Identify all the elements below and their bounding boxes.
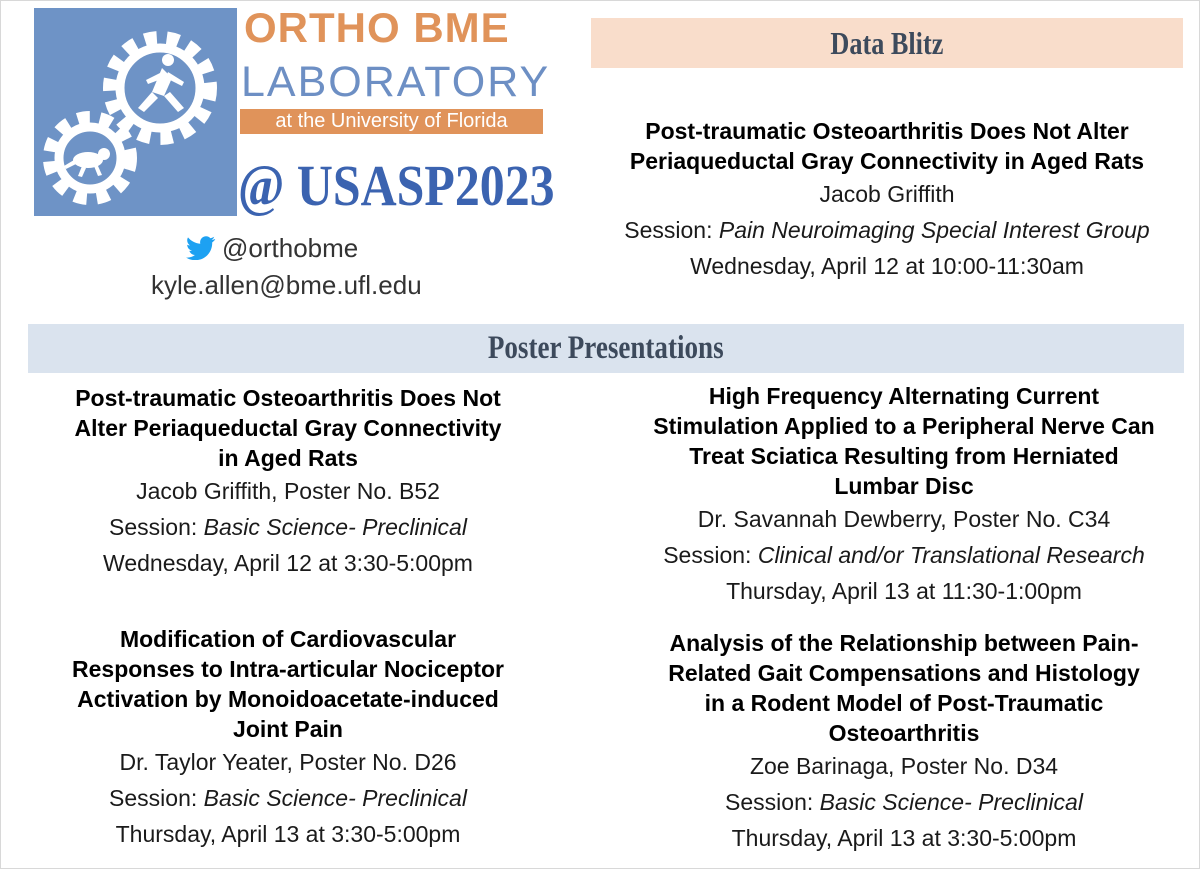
session-name: Basic Science- Preclinical	[203, 785, 467, 811]
entry-time: Thursday, April 13 at 3:30-5:00pm	[115, 821, 461, 847]
logo-subtitle-uf: at the University of Florida	[240, 109, 543, 134]
entry-author: Jacob Griffith	[819, 181, 955, 207]
session-label: Session:	[109, 785, 204, 811]
entry-title	[28, 624, 548, 744]
entry-title-line: Post-traumatic Osteoarthritis Does Not	[75, 385, 501, 411]
event-title: @ USASP2023	[238, 153, 555, 218]
entry-title-line: Alter Periaqueductal Gray Connectivity	[74, 415, 502, 441]
poster-presentations-header	[28, 324, 1184, 373]
session-label: Session:	[725, 789, 820, 815]
logo-title-laboratory: LABORATORY	[241, 58, 551, 106]
entry-title-line: in Aged Rats	[218, 445, 358, 471]
data-blitz-header-text: Data Blitz	[830, 24, 944, 61]
entry-session	[28, 780, 548, 816]
entry-time: Thursday, April 13 at 11:30-1:00pm	[726, 578, 1082, 604]
entry-title-line: Post-traumatic Osteoarthritis Does Not Alter	[645, 118, 1129, 144]
entry-title	[591, 116, 1183, 176]
poster-entry	[614, 381, 1194, 609]
entry-session	[591, 212, 1183, 248]
entry-title-line: Joint Pain	[233, 716, 343, 742]
session-label: Session:	[624, 217, 719, 243]
entry-title-line: Periaqueductal Gray Connectivity in Aged Rats	[629, 148, 1145, 174]
twitter-bird-icon	[186, 236, 216, 260]
poster-entry	[28, 624, 548, 852]
entry-title	[614, 381, 1194, 501]
poster-entry	[28, 383, 548, 581]
entry-title-line: Treat Sciatica Resulting from Herniated	[689, 443, 1119, 469]
entry-title-line: Stimulation Applied to a Peripheral Nerve Can	[653, 413, 1155, 439]
entry-title-line: in a Rodent Model of Post-Traumatic	[704, 690, 1104, 716]
poster-presentations-header-text: Poster Presentations	[488, 330, 724, 366]
entry-session	[614, 784, 1194, 820]
entry-author: Jacob Griffith, Poster No. B52	[136, 478, 440, 504]
gears-logo-icon	[38, 8, 238, 218]
session-label: Session:	[663, 542, 758, 568]
entry-title-line: Modification of Cardiovascular	[119, 626, 457, 652]
session-name: Basic Science- Preclinical	[203, 514, 467, 540]
session-name: Basic Science- Preclinical	[819, 789, 1083, 815]
poster-entry	[614, 628, 1194, 856]
entry-title-line: Analysis of the Relationship between Pain-	[669, 630, 1139, 656]
contact-email[interactable]: kyle.allen@bme.ufl.edu	[151, 270, 422, 300]
entry-time: Wednesday, April 12 at 3:30-5:00pm	[103, 550, 473, 576]
session-name: Pain Neuroimaging Special Interest Group	[718, 217, 1150, 243]
entry-title	[28, 383, 548, 473]
entry-session	[614, 537, 1194, 573]
entry-author: Dr. Savannah Dewberry, Poster No. C34	[697, 506, 1111, 532]
entry-author: Dr. Taylor Yeater, Poster No. D26	[119, 749, 457, 775]
session-name: Clinical and/or Translational Research	[757, 542, 1145, 568]
logo-title-ortho-bme: ORTHO BME	[244, 4, 510, 51]
entry-title-line: Responses to Intra-articular Nociceptor	[72, 656, 504, 682]
entry-title-line: Lumbar Disc	[834, 473, 974, 499]
entry-title-line: Activation by Monoidoacetate-induced	[77, 686, 499, 712]
data-blitz-entry	[591, 116, 1183, 284]
entry-time: Wednesday, April 12 at 10:00-11:30am	[690, 253, 1084, 279]
session-label: Session:	[109, 514, 204, 540]
entry-title-line: Osteoarthritis	[828, 720, 980, 746]
entry-time: Thursday, April 13 at 3:30-5:00pm	[731, 825, 1077, 851]
twitter-handle[interactable]: @orthobme	[222, 233, 359, 263]
entry-title	[614, 628, 1194, 748]
entry-author: Zoe Barinaga, Poster No. D34	[749, 753, 1059, 779]
twitter-handle-row	[186, 233, 358, 264]
entry-title-line: High Frequency Alternating Current	[708, 383, 1100, 409]
entry-title-line: Related Gait Compensations and Histology	[668, 660, 1140, 686]
data-blitz-header	[591, 18, 1183, 68]
entry-session	[28, 509, 548, 545]
